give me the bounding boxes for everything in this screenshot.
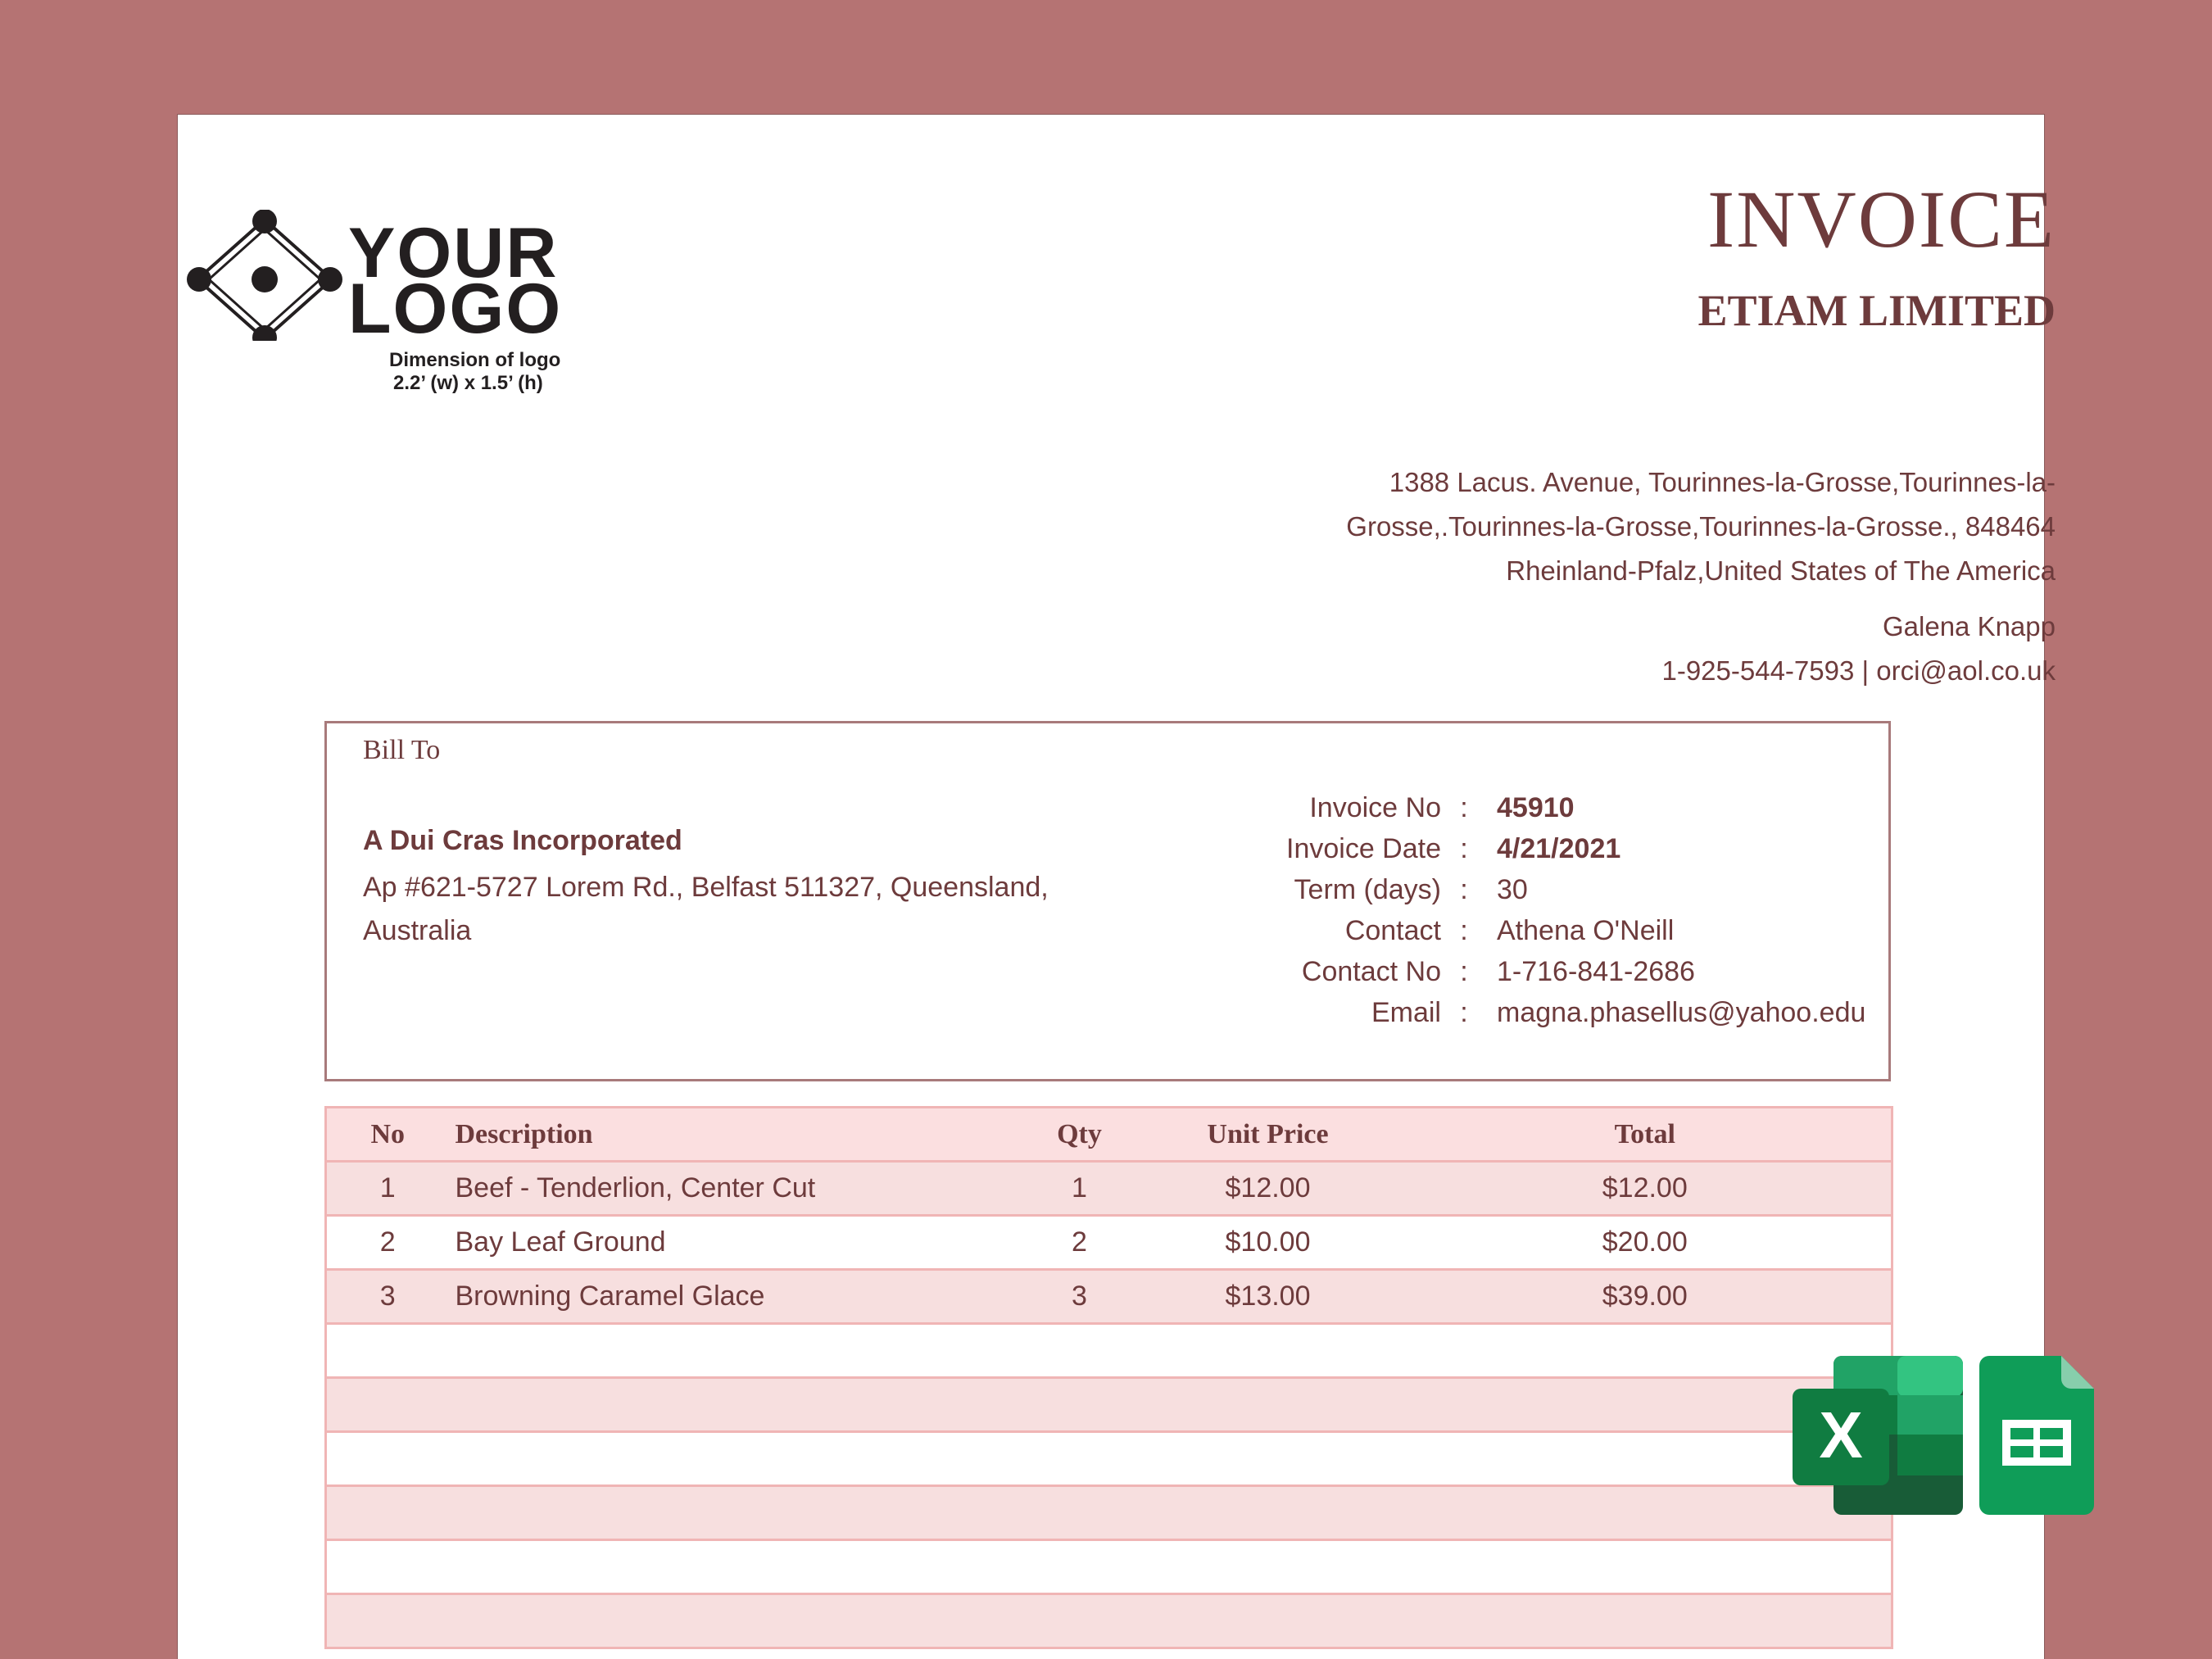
header-description: Description — [449, 1108, 1022, 1162]
company-logo — [184, 210, 594, 406]
company-contact-line: 1-925-544-7593 | orci@aol.co.uk — [1661, 655, 2056, 686]
company-name: ETIAM LIMITED — [1698, 286, 2056, 335]
meta-value-invoice-no: 45910 — [1497, 791, 1575, 823]
header-qty: Qty — [1022, 1108, 1137, 1162]
cell-no — [326, 1324, 449, 1378]
table-row — [326, 1486, 1892, 1540]
bill-to-name: A Dui Cras Incorporated — [363, 825, 682, 856]
cell-qty — [1022, 1594, 1137, 1648]
meta-label: Invoice Date — [1286, 832, 1441, 864]
meta-value-contact: Athena O'Neill — [1497, 914, 1675, 946]
cell-qty: 3 — [1022, 1270, 1137, 1324]
line-items-table — [324, 1106, 1893, 1649]
meta-colon: : — [1460, 832, 1468, 864]
cell-description: Beef - Tenderlion, Center Cut — [449, 1162, 1022, 1216]
meta-label: Invoice No — [1309, 791, 1441, 823]
company-address-line: 1388 Lacus. Avenue, Tourinnes-la-Grosse,Tourinnes-la- — [1389, 467, 2056, 497]
header-unit-price: Unit Price — [1137, 1108, 1399, 1162]
bill-to-label: Bill To — [363, 735, 441, 765]
cell-unit-price: $13.00 — [1137, 1270, 1399, 1324]
meta-colon: : — [1460, 791, 1468, 823]
cell-unit-price — [1137, 1540, 1399, 1594]
bill-to-address — [363, 866, 1100, 953]
meta-colon: : — [1460, 955, 1468, 987]
cell-qty: 1 — [1022, 1162, 1137, 1216]
cell-description — [449, 1378, 1022, 1432]
cell-unit-price — [1137, 1324, 1399, 1378]
header-no: No — [326, 1108, 449, 1162]
cell-description — [449, 1540, 1022, 1594]
cell-no — [326, 1540, 449, 1594]
meta-label: Term (days) — [1294, 873, 1441, 905]
header-total: Total — [1399, 1108, 1892, 1162]
company-address-line: Rheinland-Pfalz,United States of The America — [1506, 555, 2056, 586]
cell-unit-price — [1137, 1378, 1399, 1432]
meta-label: Email — [1371, 996, 1441, 1028]
excel-icon-letter: X — [1819, 1398, 1863, 1471]
cell-total — [1399, 1540, 1892, 1594]
table-row — [326, 1162, 1892, 1216]
meta-value-email: magna.phasellus@yahoo.edu — [1497, 996, 1866, 1028]
excel-icon — [1793, 1356, 1965, 1515]
meta-value-term: 30 — [1497, 873, 1528, 905]
cell-description — [449, 1432, 1022, 1486]
cell-total: $20.00 — [1399, 1216, 1892, 1270]
cell-unit-price — [1137, 1432, 1399, 1486]
company-address-block — [1253, 460, 2056, 693]
cell-qty — [1022, 1486, 1137, 1540]
invoice-title: INVOICE — [1707, 174, 2056, 265]
cell-qty — [1022, 1432, 1137, 1486]
table-row — [326, 1270, 1892, 1324]
cell-description — [449, 1324, 1022, 1378]
meta-value-contact-no: 1-716-841-2686 — [1497, 955, 1695, 987]
table-row — [326, 1594, 1892, 1648]
meta-row-term — [1228, 869, 1874, 910]
meta-label: Contact No — [1301, 955, 1441, 987]
bill-to-address-line: Australia — [363, 915, 472, 946]
cell-qty: 2 — [1022, 1216, 1137, 1270]
cell-no: 2 — [326, 1216, 449, 1270]
table-row — [326, 1216, 1892, 1270]
cell-description — [449, 1486, 1022, 1540]
meta-row-contact — [1228, 910, 1874, 951]
cell-no — [326, 1378, 449, 1432]
cell-total — [1399, 1594, 1892, 1648]
table-header-row — [326, 1108, 1892, 1162]
table-row — [326, 1540, 1892, 1594]
company-address-line: Grosse,.Tourinnes-la-Grosse,Tourinnes-la-Grosse., 848464 — [1346, 511, 2056, 542]
bill-to-box — [324, 721, 1891, 1081]
cell-description — [449, 1594, 1022, 1648]
logo-dimension-value: 2.2’ (w) x 1.5’ (h) — [393, 372, 543, 394]
table-row — [326, 1378, 1892, 1432]
logo-dimension-label: Dimension of logo — [389, 349, 561, 371]
cell-unit-price: $12.00 — [1137, 1162, 1399, 1216]
meta-colon: : — [1460, 996, 1468, 1028]
cell-unit-price — [1137, 1486, 1399, 1540]
cell-no — [326, 1486, 449, 1540]
meta-row-email — [1228, 992, 1874, 1033]
cell-unit-price — [1137, 1594, 1399, 1648]
meta-value-invoice-date: 4/21/2021 — [1497, 832, 1621, 864]
meta-label: Contact — [1344, 914, 1441, 946]
cell-no — [326, 1432, 449, 1486]
cell-total: $12.00 — [1399, 1162, 1892, 1216]
invoice-meta — [1228, 787, 1874, 1033]
logo-diamond-icon — [184, 210, 348, 341]
meta-colon: : — [1460, 914, 1468, 946]
cell-no: 1 — [326, 1162, 449, 1216]
cell-no — [326, 1594, 449, 1648]
table-row — [326, 1432, 1892, 1486]
cell-total: $39.00 — [1399, 1270, 1892, 1324]
meta-row-invoice-date — [1228, 828, 1874, 869]
cell-qty — [1022, 1378, 1137, 1432]
bill-to-address-line: Ap #621-5727 Lorem Rd., Belfast 511327, Queensland, — [363, 872, 1049, 903]
cell-no: 3 — [326, 1270, 449, 1324]
cell-qty — [1022, 1540, 1137, 1594]
cell-unit-price: $10.00 — [1137, 1216, 1399, 1270]
cell-description: Bay Leaf Ground — [449, 1216, 1022, 1270]
meta-row-invoice-no — [1228, 787, 1874, 828]
table-row — [326, 1324, 1892, 1378]
meta-colon: : — [1460, 873, 1468, 905]
company-contact-name: Galena Knapp — [1882, 611, 2056, 641]
logo-text-logo: LOGO — [348, 270, 563, 348]
meta-row-contact-no — [1228, 951, 1874, 992]
cell-description: Browning Caramel Glace — [449, 1270, 1022, 1324]
google-sheets-icon — [1979, 1356, 2094, 1515]
cell-qty — [1022, 1324, 1137, 1378]
logo-text-your: YOUR — [348, 214, 559, 292]
